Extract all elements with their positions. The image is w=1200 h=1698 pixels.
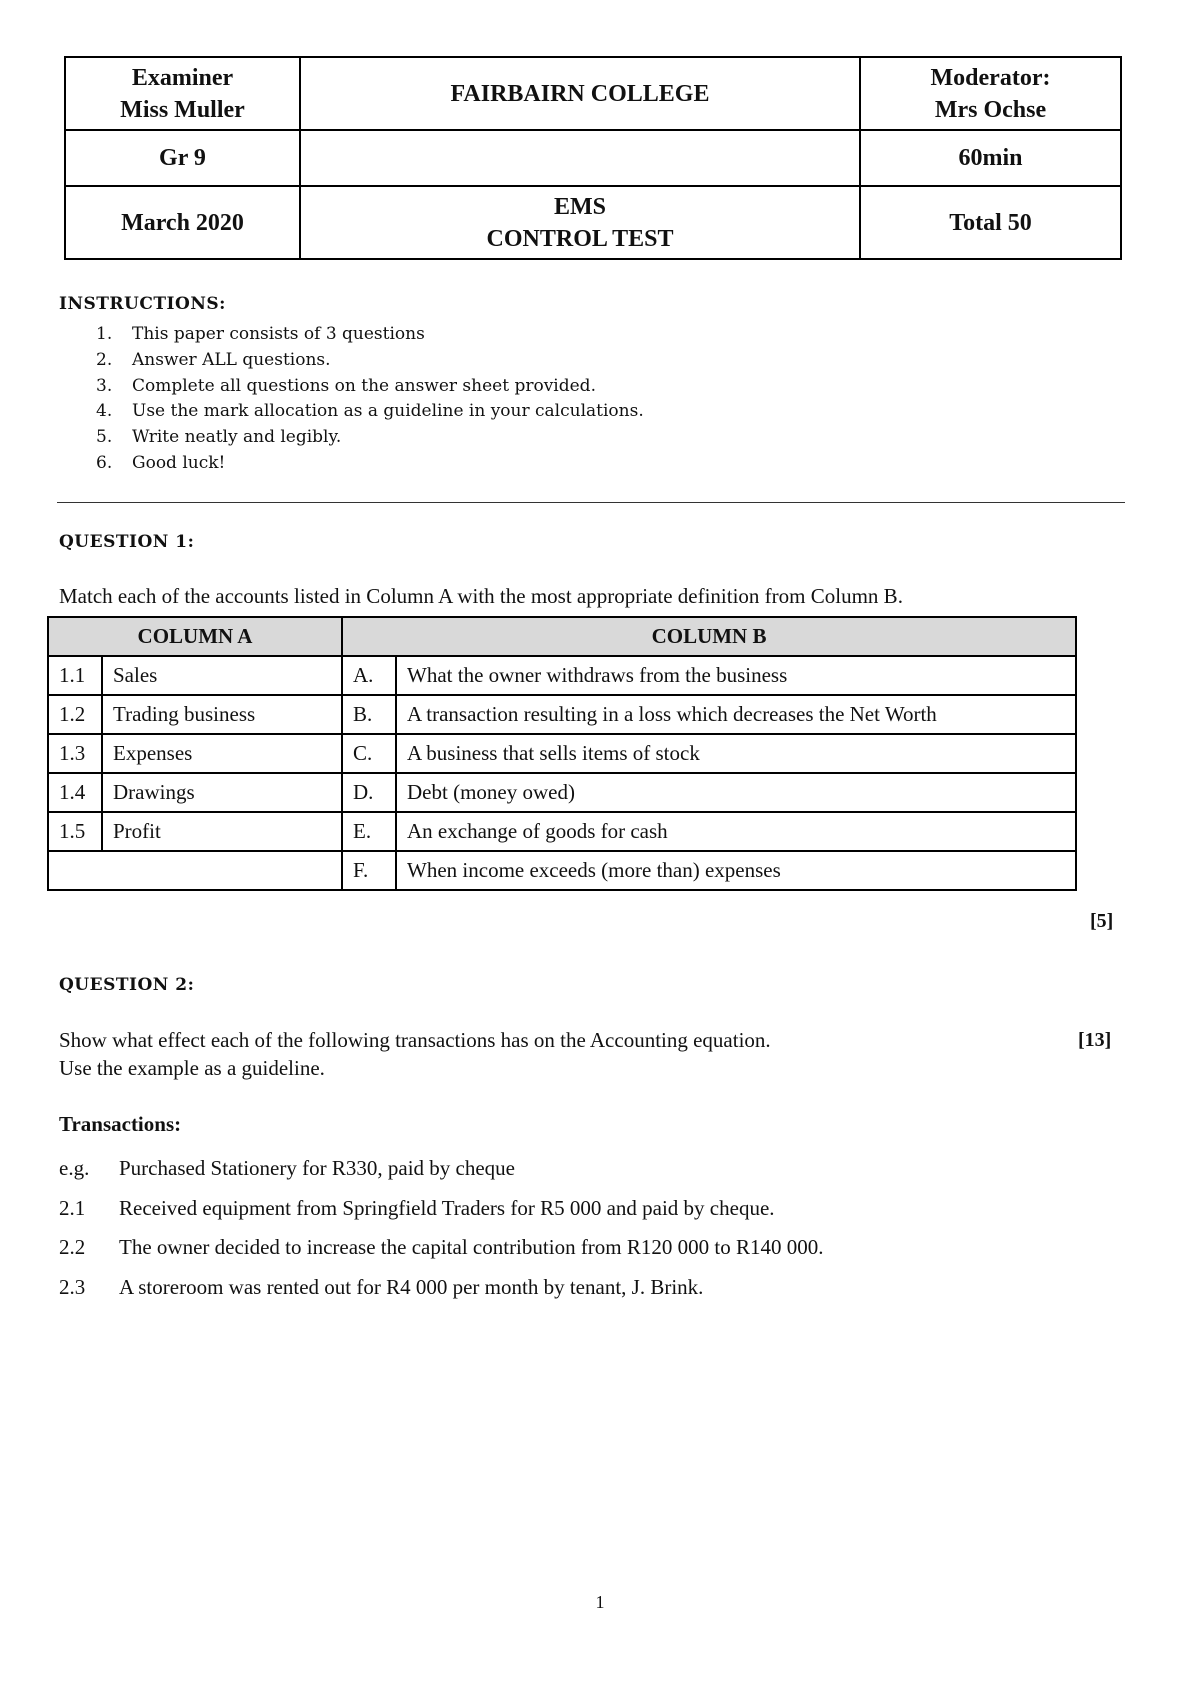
instruction-item: 2. Answer ALL questions.	[96, 349, 331, 370]
column-b-letter: B.	[342, 695, 396, 734]
column-a-account: Sales	[102, 656, 342, 695]
column-b-letter: E.	[342, 812, 396, 851]
question2-marks: [13]	[1078, 1029, 1112, 1051]
transaction-item: 2.2 The owner decided to increase the capital contribution from R120 000 to R140 000.	[59, 1235, 824, 1259]
transaction-item: e.g. Purchased Stationery for R330, paid by cheque	[59, 1156, 515, 1180]
column-a-number: 1.5	[48, 812, 102, 851]
column-b-definition: Debt (money owed)	[396, 773, 1076, 812]
column-a-number: 1.3	[48, 734, 102, 773]
column-a-number: 1.4	[48, 773, 102, 812]
examiner-cell	[65, 57, 300, 130]
table-row	[48, 773, 1076, 812]
column-b-definition: When income exceeds (more than) expenses	[396, 851, 1076, 890]
date-cell: March 2020	[65, 186, 300, 259]
moderator-label: Moderator:	[930, 64, 1051, 91]
section-divider	[57, 502, 1125, 503]
transaction-item: 2.1 Received equipment from Springfield Traders for R5 000 and paid by cheque.	[59, 1195, 775, 1220]
column-a-account: Trading business	[102, 695, 342, 734]
column-a-account: Drawings	[102, 773, 342, 812]
table-row	[48, 695, 1076, 734]
column-b-letter: A.	[342, 656, 396, 695]
column-a-account: Expenses	[102, 734, 342, 773]
column-b-definition: An exchange of goods for cash	[396, 812, 1076, 851]
column-b-letter: F.	[342, 851, 396, 890]
examiner-label: Examiner	[131, 64, 234, 91]
empty-cell	[300, 130, 860, 186]
column-b-letter: D.	[342, 773, 396, 812]
column-a-empty	[48, 851, 342, 890]
examiner-name: Miss Muller	[120, 96, 245, 123]
grade-cell: Gr 9	[65, 130, 300, 186]
table-row	[48, 734, 1076, 773]
subject-name: EMS	[553, 193, 606, 220]
question2-line1: Show what effect each of the following transactions has on the Accounting equation.	[59, 1028, 771, 1052]
instructions-list	[59, 322, 644, 477]
total-cell: Total 50	[860, 186, 1121, 259]
school-name: FAIRBAIRN COLLEGE	[300, 57, 860, 130]
exam-header-table	[64, 56, 1122, 260]
table-row	[48, 851, 1076, 890]
column-b-definition: A transaction resulting in a loss which decreases the Net Worth	[396, 695, 1076, 734]
test-type: CONTROL TEST	[486, 225, 674, 252]
column-b-definition: A business that sells items of stock	[396, 734, 1076, 773]
page-number: 1	[595, 1592, 605, 1612]
transactions-list	[59, 1149, 823, 1307]
column-b-definition: What the owner withdraws from the business	[396, 656, 1076, 695]
question2-title: QUESTION 2:	[59, 975, 195, 995]
question1-title: QUESTION 1:	[59, 532, 195, 552]
table-row	[48, 656, 1076, 695]
column-a-header: COLUMN A	[48, 617, 342, 656]
matching-table	[47, 616, 1077, 891]
moderator-name: Mrs Ochse	[934, 96, 1047, 123]
table-row	[48, 812, 1076, 851]
column-a-account: Profit	[102, 812, 342, 851]
subject-cell	[300, 186, 860, 259]
column-a-number: 1.2	[48, 695, 102, 734]
column-a-number: 1.1	[48, 656, 102, 695]
column-b-letter: C.	[342, 734, 396, 773]
transactions-title: Transactions:	[59, 1112, 182, 1136]
instruction-item: 3. Complete all questions on the answer sheet provided.	[96, 375, 596, 396]
instruction-item: 1. This paper consists of 3 questions	[96, 324, 425, 344]
instructions-title: INSTRUCTIONS:	[59, 294, 226, 314]
moderator-cell	[860, 57, 1121, 130]
instruction-item: 5. Write neatly and legibly.	[96, 427, 342, 448]
column-b-header: COLUMN B	[342, 617, 1076, 656]
question1-marks: [5]	[1090, 910, 1114, 932]
question2-line2: Use the example as a guideline.	[59, 1056, 325, 1080]
instruction-item: 6. Good luck!	[96, 452, 226, 473]
instruction-item: 4. Use the mark allocation as a guideline in your calculations.	[96, 401, 644, 422]
question1-instruction: Match each of the accounts listed in Column A with the most appropriate definition from Column B.	[59, 584, 903, 608]
duration-cell: 60min	[860, 130, 1121, 186]
transaction-item: 2.3 A storeroom was rented out for R4 000 per month by tenant, J. Brink.	[59, 1274, 704, 1299]
